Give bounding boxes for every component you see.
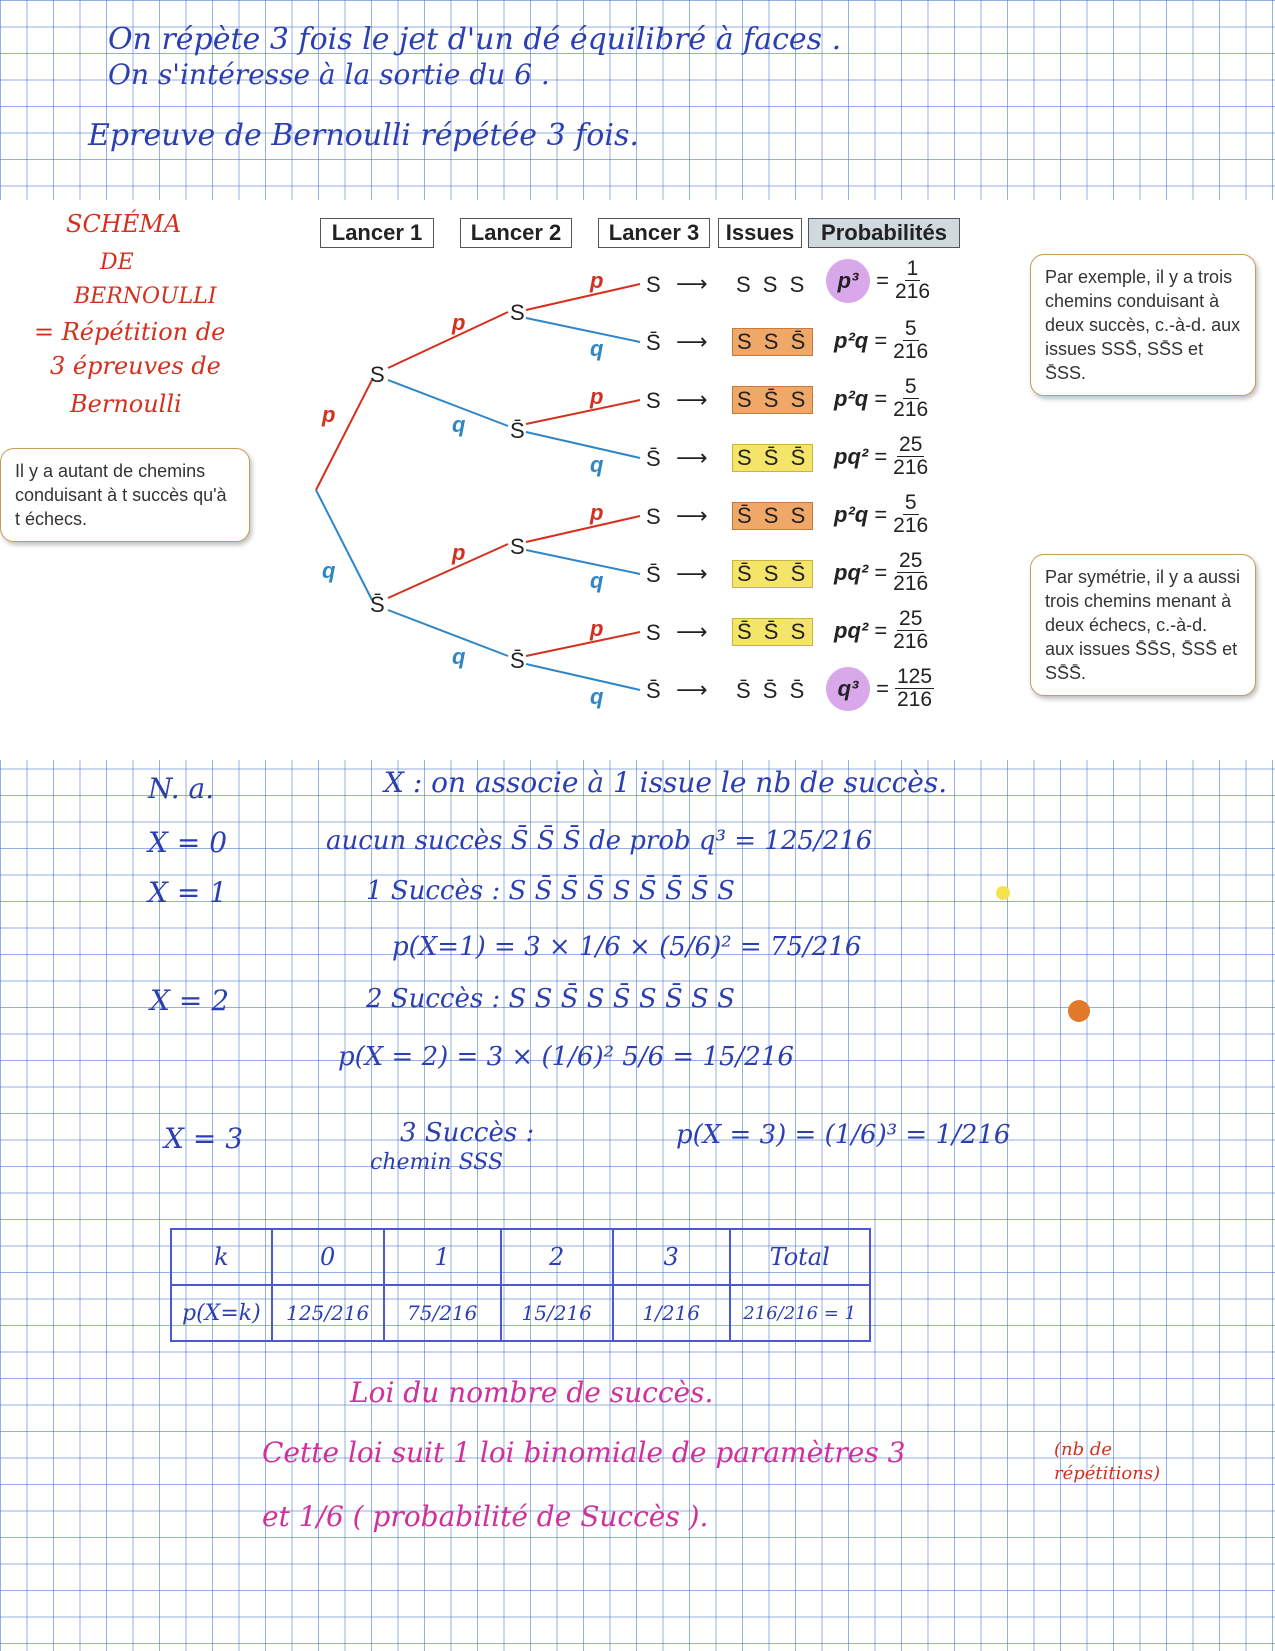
- conclusion-line-2: Cette loi suit 1 loi binomiale de paramètres 3: [262, 1436, 906, 1469]
- label-q-l2d: q: [452, 644, 466, 669]
- arrow-icon: ⟶: [676, 388, 708, 413]
- x3-subtext: chemin SSS: [370, 1150, 504, 1175]
- node-S-l2a: S: [510, 300, 525, 325]
- node-Sbar-l3-2: S̄: [646, 330, 661, 355]
- x2-probability: p(X = 2) = 3 × (1/6)² 5/6 = 15/216: [338, 1042, 794, 1072]
- side-note-3: BERNOULLI: [74, 284, 217, 309]
- side-note-4: = Répétition de: [34, 318, 226, 346]
- table-cell-total: Total: [730, 1229, 870, 1285]
- table-cell: 125/216: [272, 1285, 384, 1341]
- side-note-1: SCHÉMA: [66, 210, 182, 238]
- x3-label: X = 3: [164, 1122, 244, 1155]
- label-q-l3-4: q: [590, 452, 604, 477]
- table-cell: 216/216 = 1: [730, 1285, 870, 1341]
- arrow-icon: ⟶: [676, 272, 708, 297]
- table-cell: 1/216: [613, 1285, 730, 1341]
- column-header-lancer-1: Lancer 1: [320, 218, 434, 248]
- node-S-l3-3: S: [646, 388, 661, 413]
- label-p-l3-5: p: [590, 500, 604, 525]
- conclusion-note: (nb de répétitions): [1054, 1439, 1161, 1484]
- x3-text: 3 Succès :: [400, 1118, 535, 1148]
- node-S-l3-5: S: [646, 504, 661, 529]
- label-p-l1: p: [322, 402, 336, 427]
- label-q-l1: q: [322, 558, 336, 583]
- branch-S-Sbar: [388, 380, 508, 426]
- x2-text: 2 Succès : S S S̄ S S̄ S S̄ S S: [366, 984, 735, 1014]
- table-cell: 3: [613, 1229, 730, 1285]
- x1-probability: p(X=1) = 3 × 1/6 × (5/6)² = 75/216: [392, 932, 862, 962]
- label-p-l3-1: p: [590, 268, 604, 293]
- label-p-l2a: p: [452, 310, 466, 335]
- callout-right-top: Par exemple, il y a trois chemins conduisant à deux succès, c.-à-d. aux issues SSS̄, SS̄S et S̄SS.: [1030, 254, 1256, 396]
- probability-6: pq² = $\frac{25}{216}$: [834, 549, 929, 595]
- x3-probability: p(X = 3) = (1/6)³ = 1/216: [676, 1120, 1011, 1150]
- node-S-l3-1: S: [646, 272, 661, 297]
- table-cell: 2: [501, 1229, 613, 1285]
- node-S-l3-7: S: [646, 620, 661, 645]
- column-header-issues: Issues: [718, 218, 802, 248]
- node-Sbar-l2b: S̄: [510, 418, 525, 443]
- node-S-l1: S: [370, 362, 385, 387]
- probability-5: p²q = $\frac{5}{216}$: [834, 491, 929, 537]
- table-cell-k: k: [171, 1229, 272, 1285]
- yellow-dot: [996, 886, 1010, 900]
- table-cell: 75/216: [384, 1285, 501, 1341]
- probability-table: [170, 1228, 871, 1342]
- arrow-icon: ⟶: [676, 330, 708, 355]
- conclusion-line-3: et 1/6 ( probabilité de Succès ).: [262, 1500, 709, 1533]
- conclusion-line-1: Loi du nombre de succès.: [350, 1376, 714, 1409]
- arrow-icon: ⟶: [676, 620, 708, 645]
- node-Sbar-l3-8: S̄: [646, 678, 661, 703]
- label-p-l2c: p: [452, 540, 466, 565]
- label-p-l3-3: p: [590, 384, 604, 409]
- label-q-l3-6: q: [590, 568, 604, 593]
- node-Sbar-l3-4: S̄: [646, 446, 661, 471]
- table-cell: 0: [272, 1229, 384, 1285]
- label-q-l2b: q: [452, 412, 466, 437]
- side-note-2: DE: [100, 250, 134, 275]
- x1-label: X = 1: [148, 876, 228, 909]
- label-q-l3-2: q: [590, 336, 604, 361]
- table-row-label: p(X=k): [171, 1285, 272, 1341]
- arrow-icon: ⟶: [676, 678, 708, 703]
- x0-label: X = 0: [148, 826, 228, 859]
- arrow-icon: ⟶: [676, 446, 708, 471]
- issue-4: S S̄ S̄: [732, 444, 813, 472]
- node-Sbar-l1: S̄: [370, 592, 385, 617]
- branch-S-S: [388, 312, 508, 368]
- probability-7: pq² = $\frac{25}{216}$: [834, 607, 929, 653]
- issue-6: S̄ S S̄: [732, 560, 813, 588]
- header-line-3: Epreuve de Bernoulli répétée 3 fois.: [88, 118, 639, 153]
- label-p-l3-7: p: [590, 616, 604, 641]
- column-header-lancer-3: Lancer 3: [598, 218, 710, 248]
- node-Sbar-l3-6: S̄: [646, 562, 661, 587]
- x0-text: aucun succès S̄ S̄ S̄ de prob q³ = 125/216: [326, 826, 873, 856]
- arrow-icon: ⟶: [676, 562, 708, 587]
- table-cell: 15/216: [501, 1285, 613, 1341]
- label-q-l3-8: q: [590, 684, 604, 709]
- probability-1: p³ = $\frac{1}{216}$: [826, 258, 930, 303]
- probability-2: p²q = $\frac{5}{216}$: [834, 317, 929, 363]
- node-S-l2c: S: [510, 534, 525, 559]
- x-definition: X : on associe à 1 issue le nb de succès.: [384, 766, 948, 799]
- notes-title: N. a.: [148, 772, 215, 805]
- table-row: [171, 1285, 870, 1341]
- header-line-2: On s'intéresse à la sortie du 6 .: [108, 58, 550, 91]
- callout-left: Il y a autant de chemins conduisant à t succès qu'à t échecs.: [0, 448, 250, 542]
- x2-label: X = 2: [150, 984, 230, 1017]
- branch-root-S: [316, 380, 372, 490]
- issue-7: S̄ S̄ S: [732, 618, 813, 646]
- side-note-5: 3 épreuves de: [50, 352, 221, 380]
- table-header-row: [171, 1229, 870, 1285]
- arrow-icon: ⟶: [676, 504, 708, 529]
- node-Sbar-l2d: S̄: [510, 648, 525, 673]
- table-cell: 1: [384, 1229, 501, 1285]
- callout-right-bottom: Par symétrie, il y a aussi trois chemins menant à deux échecs, c.-à-d. aux issues S̄S̄S, S̄SS̄ et SS̄S̄.: [1030, 554, 1256, 696]
- header-line-1: On répète 3 fois le jet d'un dé équilibré à faces .: [108, 22, 842, 57]
- probability-3: p²q = $\frac{5}{216}$: [834, 375, 929, 421]
- column-header-probabilites: Probabilités: [808, 218, 960, 248]
- branch-Sbar-S: [388, 544, 508, 598]
- probability-4: pq² = $\frac{25}{216}$: [834, 433, 929, 479]
- orange-dot: [1068, 1000, 1090, 1022]
- issue-3: S S̄ S: [732, 386, 813, 414]
- side-note-6: Bernoulli: [70, 390, 182, 418]
- probability-8: q³ = $\frac{125}{216}$: [826, 666, 934, 711]
- x1-text: 1 Succès : S S̄ S̄ S̄ S S̄ S̄ S̄ S: [366, 876, 735, 906]
- issue-2: S S S̄: [732, 328, 813, 356]
- issue-1: S S S: [736, 272, 808, 297]
- branch-Sbar-Sbar: [388, 610, 508, 656]
- column-header-lancer-2: Lancer 2: [460, 218, 572, 248]
- issue-8: S̄ S̄ S̄: [736, 678, 808, 703]
- issue-5: S̄ S S: [732, 502, 813, 530]
